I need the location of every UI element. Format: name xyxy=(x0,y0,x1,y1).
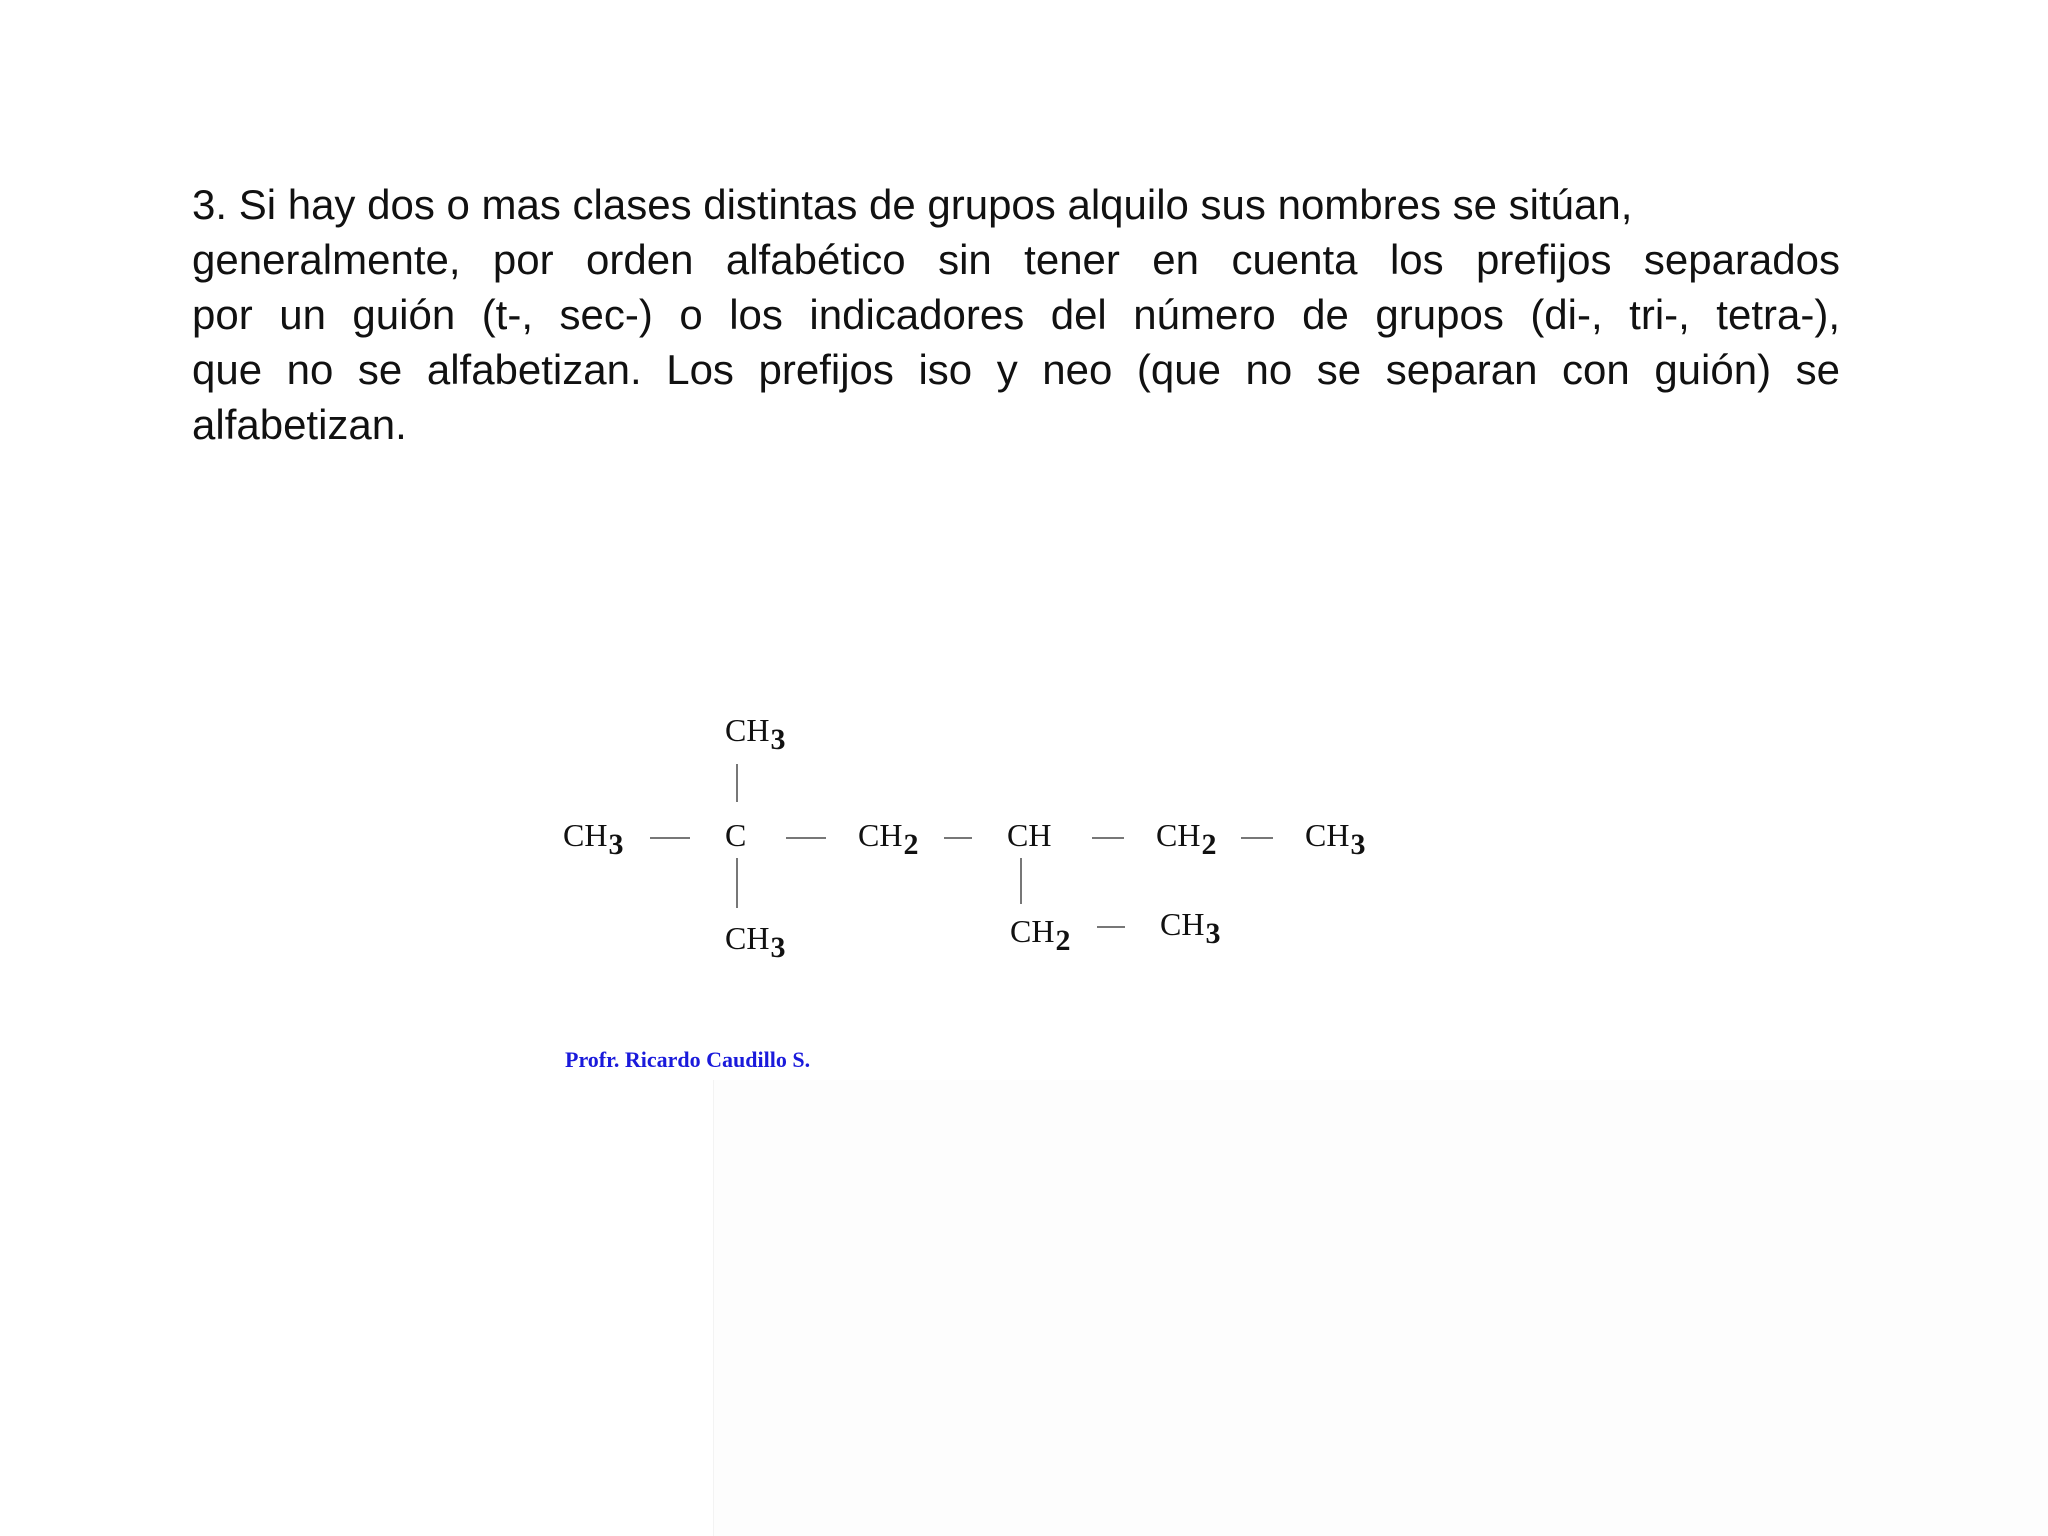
group-ethyl-ch2 xyxy=(1010,913,1071,957)
bond-1-2 xyxy=(650,837,690,839)
group-main-1 xyxy=(563,817,624,861)
paragraph-line-2: generalmente, por orden alfabético sin tener en cuenta los prefijos separados xyxy=(192,236,1840,283)
atom-subscript: 3 xyxy=(1350,828,1366,861)
atom-base: CH xyxy=(858,817,903,853)
bond-4-5 xyxy=(1092,837,1124,839)
group-main-5 xyxy=(1156,817,1217,861)
atom-base: CH xyxy=(1305,817,1350,853)
bond-ethyl xyxy=(1097,926,1125,928)
bond-vertical-bottom xyxy=(736,858,738,908)
atom-base: CH xyxy=(1010,913,1055,949)
paragraph-line-1: 3. Si hay dos o mas clases distintas de grupos alquilo sus nombres se sitúan, xyxy=(192,181,1633,228)
atom-base: CH xyxy=(1007,817,1052,853)
paragraph-line-4: que no se alfabetizan. Los prefijos iso y neo (que no se separan con guión) se xyxy=(192,346,1840,393)
paragraph-line-5: alfabetizan. xyxy=(192,401,407,448)
paragraph-line-3: por un guión (t-, sec-) o los indicadores del número de grupos (di-, tri-, tetra-), xyxy=(192,291,1840,338)
atom-subscript: 2 xyxy=(1201,828,1217,861)
atom-base: CH xyxy=(725,712,770,748)
atom-subscript: 2 xyxy=(1055,924,1071,957)
author-credit: Profr. Ricardo Caudillo S. xyxy=(565,1047,811,1072)
atom-subscript: 3 xyxy=(770,723,786,756)
group-main-3 xyxy=(858,817,919,861)
atom-base: CH xyxy=(725,920,770,956)
bond-5-6 xyxy=(1241,837,1273,839)
atom-base: CH xyxy=(1156,817,1201,853)
bond-2-3 xyxy=(786,837,826,839)
atom-subscript: 3 xyxy=(608,828,624,861)
bond-vertical-top xyxy=(736,764,738,802)
atom-subscript: 2 xyxy=(903,828,919,861)
group-main-6 xyxy=(1305,817,1366,861)
group-top-methyl xyxy=(725,712,786,756)
atom-base: CH xyxy=(1160,906,1205,942)
atom-base: C xyxy=(725,817,747,853)
group-ethyl-ch3 xyxy=(1160,906,1221,950)
group-main-4 xyxy=(1007,819,1052,852)
atom-subscript: 3 xyxy=(1205,917,1221,950)
atom-subscript: 3 xyxy=(770,931,786,964)
group-bottom-methyl xyxy=(725,920,786,964)
bond-3-4 xyxy=(944,837,972,839)
group-main-2 xyxy=(725,819,747,852)
bond-vertical-ethyl xyxy=(1020,858,1022,904)
atom-base: CH xyxy=(563,817,608,853)
